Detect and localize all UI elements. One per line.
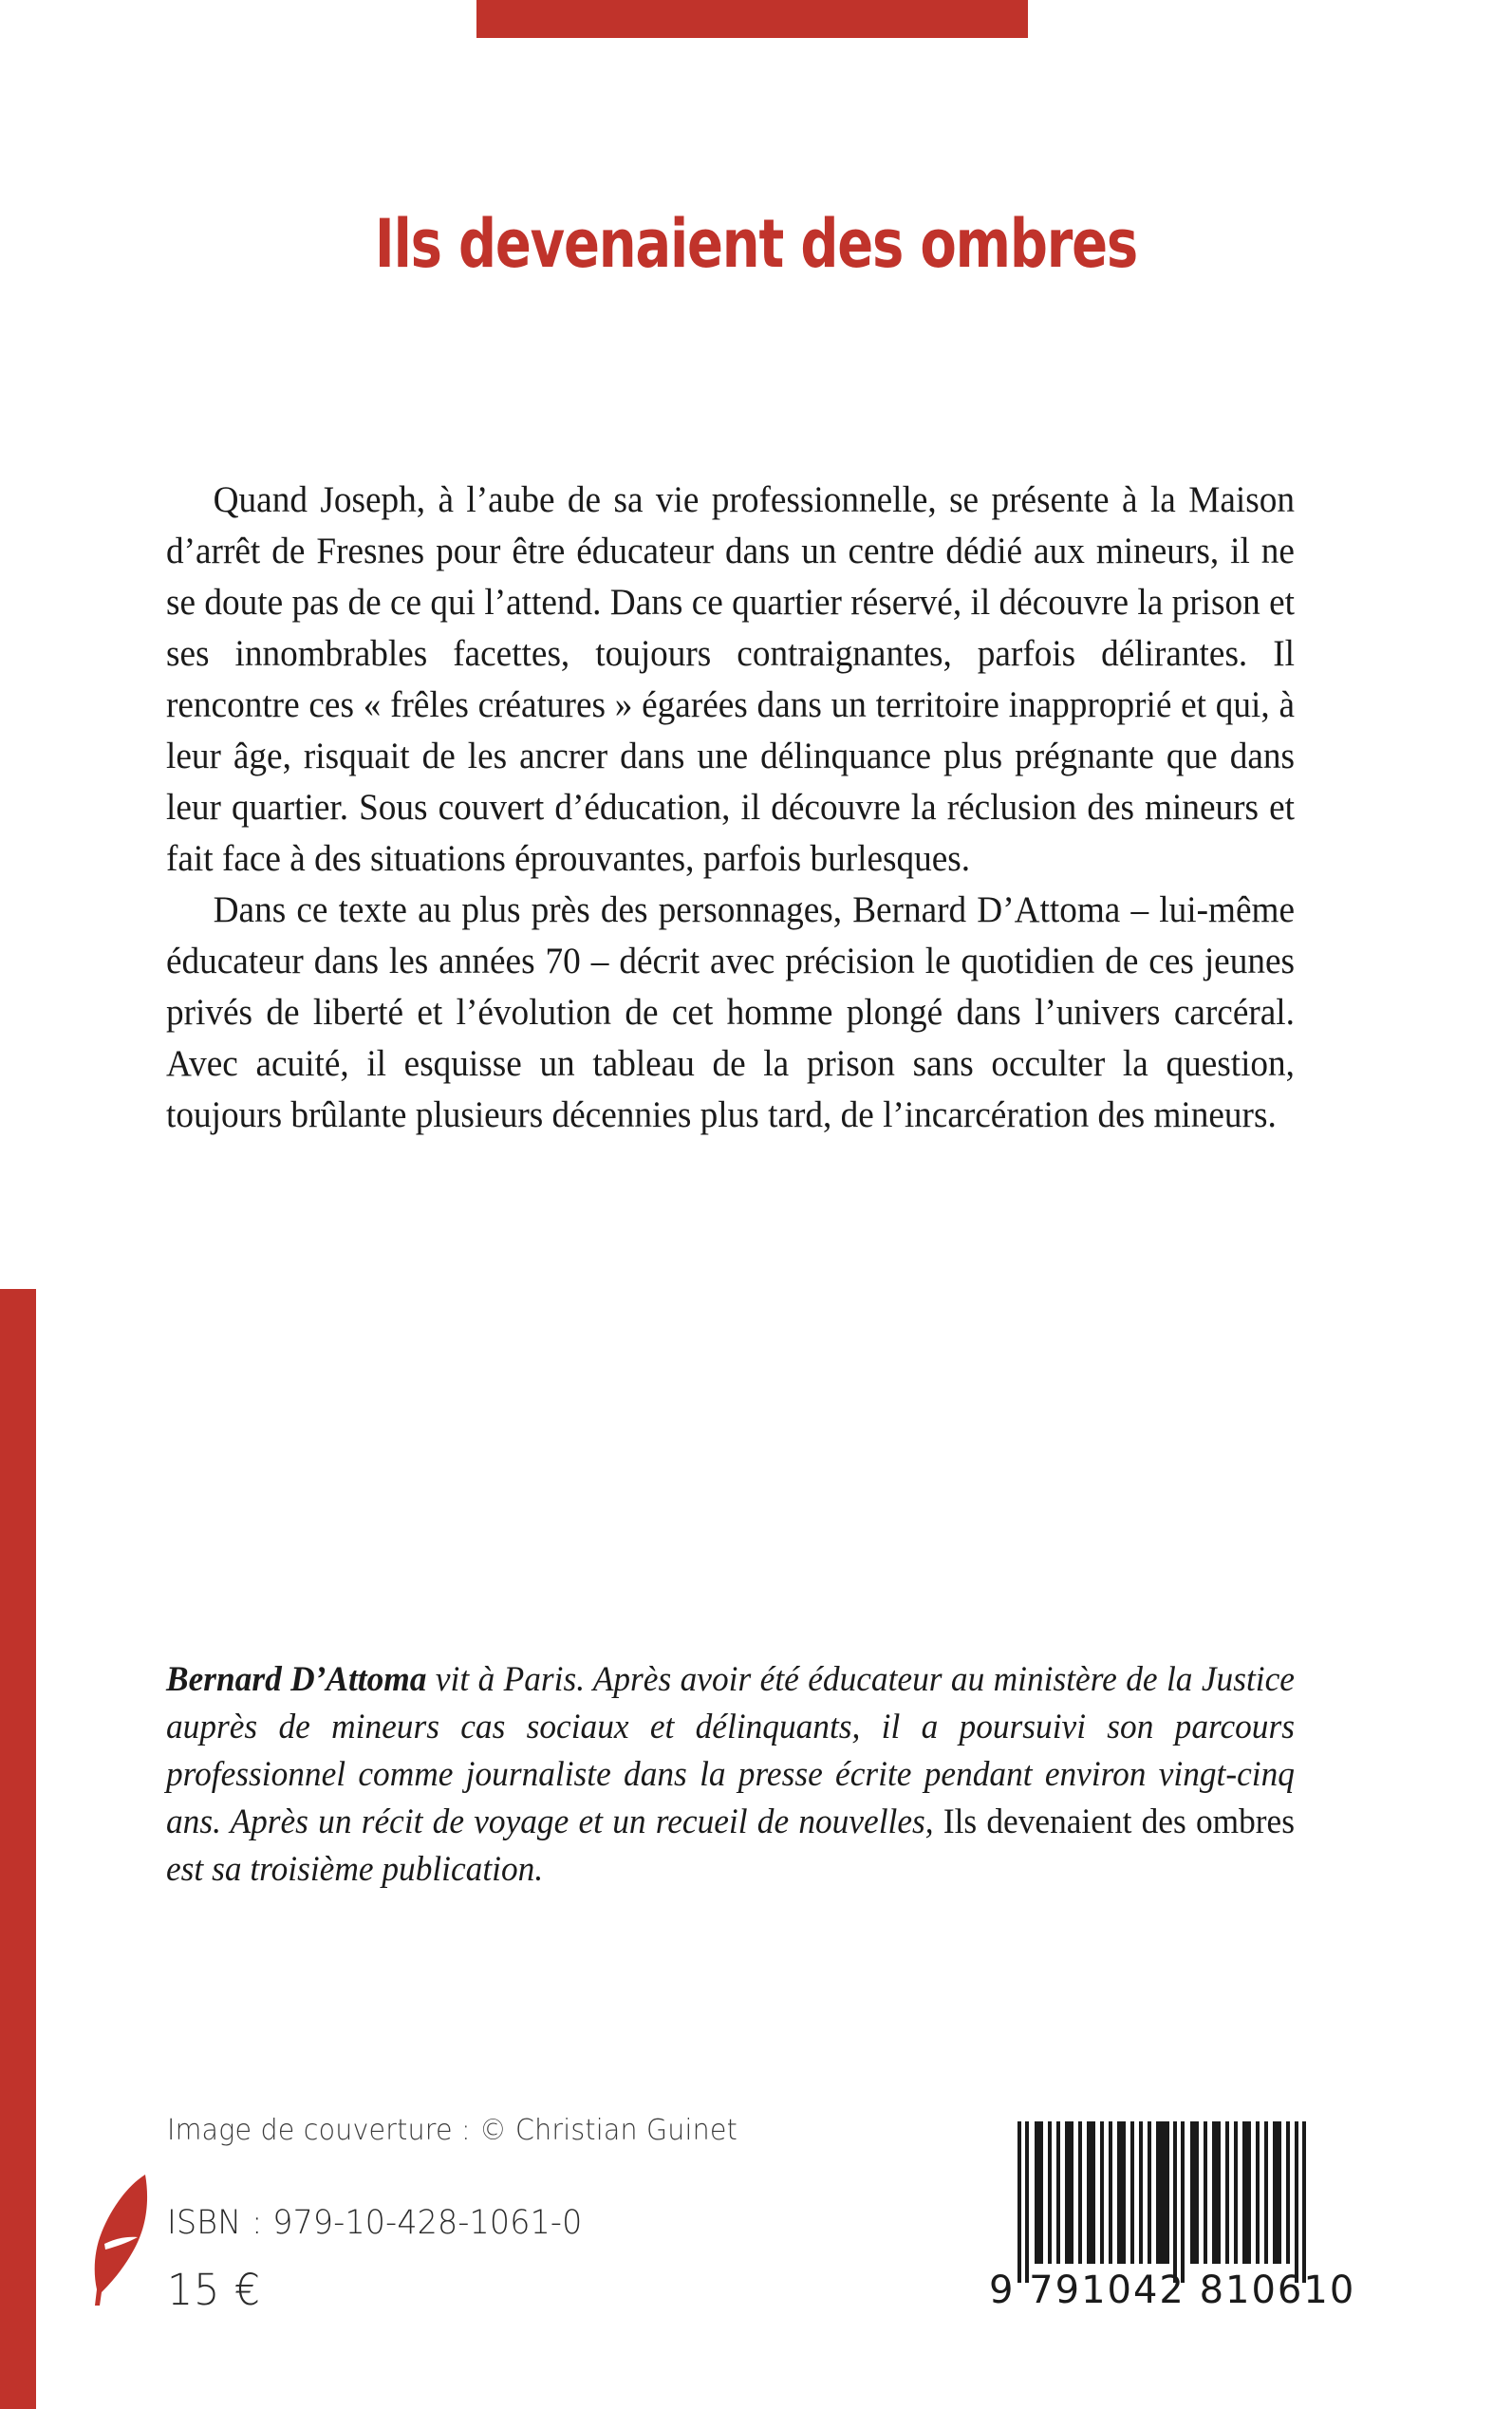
barcode-bar xyxy=(1234,2121,1238,2264)
barcode-bar xyxy=(1078,2121,1082,2264)
barcode-bar xyxy=(1065,2121,1073,2264)
barcode-bar xyxy=(1148,2121,1151,2264)
barcode-bar xyxy=(1225,2121,1229,2264)
barcode-bar xyxy=(1242,2121,1251,2264)
quill-feather-icon xyxy=(91,2170,163,2310)
barcode-bar xyxy=(1025,2121,1029,2283)
price-text: 15 € xyxy=(167,2265,261,2315)
blurb-paragraph-2: Dans ce texte au plus près des personnages, Bernard D’Attoma – lui-même éducateur dans les années 70 – décrit avec précision le quotidien de ces jeunes privés de liberté et l’évolution de cet homme plongé dans l’univers carcéral. Avec acuité, il esquisse un tableau de la prison sans occulter la question, toujours brûlante plusieurs décennies plus tard, de l’incarcération des mineurs. xyxy=(166,889,1295,1135)
page-title: Ils devenaient des ombres xyxy=(374,205,1138,283)
barcode-bar xyxy=(1100,2121,1104,2264)
barcode-bar xyxy=(1273,2121,1281,2264)
barcode-digits: 9 791042 810610 xyxy=(989,2269,1356,2312)
isbn-text: ISBN : 979-10-428-1061-0 xyxy=(167,2204,583,2242)
author-name: Bernard D’Attoma xyxy=(166,1660,427,1699)
barcode-bar xyxy=(1117,2121,1126,2264)
barcode-bar xyxy=(1190,2121,1199,2264)
barcode-bar xyxy=(1056,2121,1060,2264)
barcode-bar xyxy=(1286,2121,1290,2264)
cover-image-credit: Image de couverture : © Christian Guinet xyxy=(167,2114,738,2147)
barcode-bar xyxy=(1156,2121,1169,2264)
barcode-bar xyxy=(1204,2121,1207,2264)
barcode-bar xyxy=(1302,2121,1306,2283)
blurb-paragraph-1: Quand Joseph, à l’aube de sa vie professionnelle, se présente à la Maison d’arrêt de Fresnes pour être éducateur dans un centre dédié aux mineurs, il ne se doute pas de ce qui l’attend. Dans ce quartier réservé, il découvre la prison et ses innombrables facettes, toujours contraignantes, parfois délirantes. Il rencontre ces « frêles créatures » égarées dans un territoire inapproprié et qui, à leur âge, risquait de les ancrer dans une délinquance plus prégnante que dans leur quartier. Sous couvert d’éducation, il découvre la réclusion des mineurs et fait face à des situations éprouvantes, parfois burlesques. xyxy=(166,479,1295,879)
barcode-bar xyxy=(1048,2121,1052,2264)
barcode-bar xyxy=(1017,2121,1021,2283)
barcode-bar xyxy=(1181,2121,1185,2283)
bio-text-before-title: vit à Paris. Après avoir été éducateur au ministère de la Justice auprès de mineurs cas sociaux et délinquants, il a poursuivi son parcours professionnel comme journaliste dans la presse écrite pendant environ vingt-cinq ans. Après un récit de voyage et un recueil de nouvelles, xyxy=(166,1660,1295,1841)
barcode-bar xyxy=(1212,2121,1221,2264)
barcode-bar xyxy=(1264,2121,1268,2264)
spine-stripe-mask xyxy=(0,0,36,1289)
barcode-bar xyxy=(1109,2121,1112,2264)
bio-work-title: Ils devenaient des ombres xyxy=(943,1802,1295,1841)
blurb-text-block xyxy=(166,475,1295,1141)
barcode-bar xyxy=(1139,2121,1143,2264)
barcode-bar xyxy=(1035,2121,1043,2264)
author-bio-block xyxy=(166,1656,1295,1894)
barcode-bar xyxy=(1173,2121,1177,2283)
barcode-bar xyxy=(1256,2121,1260,2264)
bio-text-after-title: est sa troisième publication. xyxy=(166,1850,544,1889)
barcode-bar xyxy=(1087,2121,1095,2264)
barcode-bar xyxy=(1130,2121,1134,2264)
barcode-bar xyxy=(1295,2121,1298,2283)
author-bio-paragraph xyxy=(166,1656,1295,1894)
top-red-bar xyxy=(476,0,1028,38)
